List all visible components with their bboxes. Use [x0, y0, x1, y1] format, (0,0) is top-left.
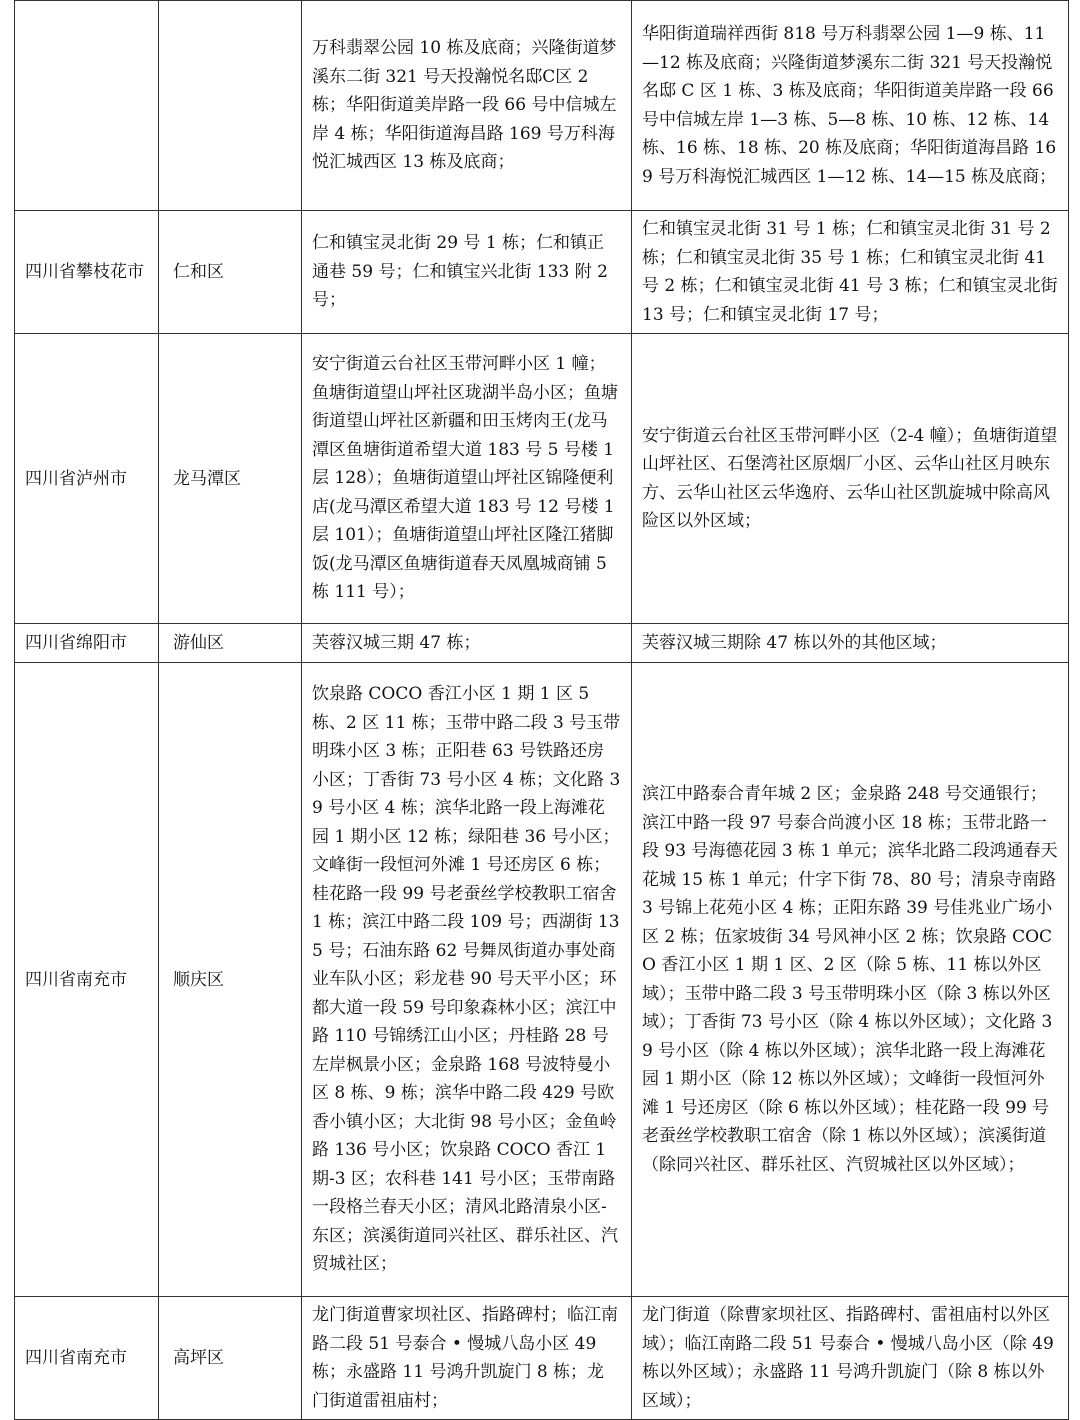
city-cell: 四川省泸州市	[15, 334, 159, 624]
city-cell: 四川省南充市	[15, 663, 159, 1297]
medium-risk-cell: 龙门街道（除曹家坝社区、指路碑村、雷祖庙村以外区域）；临江南路二段 51 号泰合 • 慢城八岛小区（除 49 栋以外区域）；永盛路 11 号鸿升凯旋门（除 8 栋以外区域）；	[632, 1297, 1069, 1420]
table-row	[15, 1297, 1069, 1420]
high-risk-cell: 饮泉路 COCO 香江小区 1 期 1 区 5 栋、2 区 11 栋；玉带中路二段 3 号玉带明珠小区 3 栋；正阳巷 63 号铁路还房小区；丁香街 73 号小区 4 栋；文化路 39 号小区 4 栋；滨华北路一段上海滩花园 1 期小区 12 栋；绿阳巷 36 号小区；文峰街一段恒河外滩 1 号还房区 6 栋；桂花路一段 99 号老蚕丝学校教职工宿舍 1 栋；滨江中路二段 109 号；西湖街 135 号；石油东路 62 号舞凤街道办事处商业车队小区；彩龙巷 90 号天平小区；环都大道一段 59 号印象森林小区；滨江中路 110 号锦绣江山小区；丹桂路 28 号左岸枫景小区；金泉路 168 号波特曼小区 8 栋、9 栋；滨华中路二段 429 号欧香小镇小区；大北街 98 号小区；金鱼岭路 136 号小区；饮泉路 COCO 香江 1 期-3 区；农科巷 141 号小区；玉带南路一段格兰春天小区；清风北路清泉小区-东区；滨溪街道同兴社区、群乐社区、汽贸城社区；	[302, 663, 632, 1297]
medium-risk-cell: 安宁街道云台社区玉带河畔小区（2-4 幢）；鱼塘街道望山坪社区、石堡湾社区原烟厂小区、云华山社区月映东方、云华山社区云华逸府、云华山社区凯旋城中除高风险区以外区域；	[632, 334, 1069, 624]
table-row	[15, 334, 1069, 624]
table-row	[15, 663, 1069, 1297]
city-cell: 四川省南充市	[15, 1297, 159, 1420]
table-row	[15, 211, 1069, 334]
city-cell	[15, 1, 159, 211]
city-cell: 四川省绵阳市	[15, 624, 159, 663]
high-risk-cell: 万科翡翠公园 10 栋及底商；兴隆街道梦溪东二街 321 号天投瀚悦名邸C区 2 栋；华阳街道美岸路一段 66 号中信城左岸 4 栋；华阳街道海昌路 169 号万科海悦汇城西区 13 栋及底商；	[302, 1, 632, 211]
medium-risk-cell: 芙蓉汉城三期除 47 栋以外的其他区域；	[632, 624, 1069, 663]
high-risk-cell: 龙门街道曹家坝社区、指路碑村；临江南路二段 51 号泰合 • 慢城八岛小区 49 栋；永盛路 11 号鸿升凯旋门 8 栋；龙门街道雷祖庙村；	[302, 1297, 632, 1420]
district-cell: 高坪区	[159, 1297, 302, 1420]
district-cell: 游仙区	[159, 624, 302, 663]
table-row	[15, 1, 1069, 211]
district-cell: 龙马潭区	[159, 334, 302, 624]
high-risk-cell: 安宁街道云台社区玉带河畔小区 1 幢；鱼塘街道望山坪社区珑湖半岛小区；鱼塘街道望山坪社区新疆和田玉烤肉王(龙马潭区鱼塘街道希望大道 183 号 5 号楼 1 层 128）；鱼塘街道望山坪社区锦隆便利店(龙马潭区希望大道 183 号 12 号楼 1 层 101）；鱼塘街道望山坪社区隆江猪脚饭(龙马潭区鱼塘街道春天凤凰城商铺 5 栋 111 号）；	[302, 334, 632, 624]
district-cell: 仁和区	[159, 211, 302, 334]
medium-risk-cell: 华阳街道瑞祥西街 818 号万科翡翠公园 1—9 栋、11—12 栋及底商；兴隆街道梦溪东二街 321 号天投瀚悦名邸 C 区 1 栋、3 栋及底商；华阳街道美岸路一段 66 号中信城左岸 1—3 栋、5—8 栋、10 栋、12 栋、14 栋、16 栋、18 栋、20 栋及底商；华阳街道海昌路 169 号万科海悦汇城西区 1—12 栋、14—15 栋及底商；	[632, 1, 1069, 211]
table-row	[15, 624, 1069, 663]
district-cell: 顺庆区	[159, 663, 302, 1297]
high-risk-cell: 仁和镇宝灵北街 29 号 1 栋；仁和镇正通巷 59 号；仁和镇宝兴北街 133 附 2 号；	[302, 211, 632, 334]
medium-risk-cell: 滨江中路泰合青年城 2 区；金泉路 248 号交通银行；滨江中路一段 97 号泰合尚渡小区 18 栋；玉带北路一段 93 号海德花园 3 栋 1 单元；滨华北路二段鸿通春天花城 15 栋 1 单元；什字下街 78、80 号；清泉寺南路 3 号锦上花苑小区 4 栋；正阳东路 39 号佳兆业广场小区 2 栋；伍家坡街 34 号风神小区 2 栋；饮泉路 COCO 香江小区 1 期 1 区、2 区（除 5 栋、11 栋以外区域）；玉带中路二段 3 号玉带明珠小区（除 3 栋以外区域）；丁香街 73 号小区（除 4 栋以外区域）；文化路 39 号小区（除 4 栋以外区域）；滨华北路一段上海滩花园 1 期小区（除 12 栋以外区域）；文峰街一段恒河外滩 1 号还房区（除 6 栋以外区域）；桂花路一段 99 号老蚕丝学校教职工宿舍（除 1 栋以外区域）；滨溪街道（除同兴社区、群乐社区、汽贸城社区以外区域）；	[632, 663, 1069, 1297]
risk-area-table	[14, 0, 1069, 1420]
city-cell: 四川省攀枝花市	[15, 211, 159, 334]
high-risk-cell: 芙蓉汉城三期 47 栋；	[302, 624, 632, 663]
medium-risk-cell: 仁和镇宝灵北街 31 号 1 栋；仁和镇宝灵北街 31 号 2 栋；仁和镇宝灵北街 35 号 1 栋；仁和镇宝灵北街 41 号 2 栋；仁和镇宝灵北街 41 号 3 栋；仁和镇宝灵北街 13 号；仁和镇宝灵北街 17 号；	[632, 211, 1069, 334]
district-cell	[159, 1, 302, 211]
